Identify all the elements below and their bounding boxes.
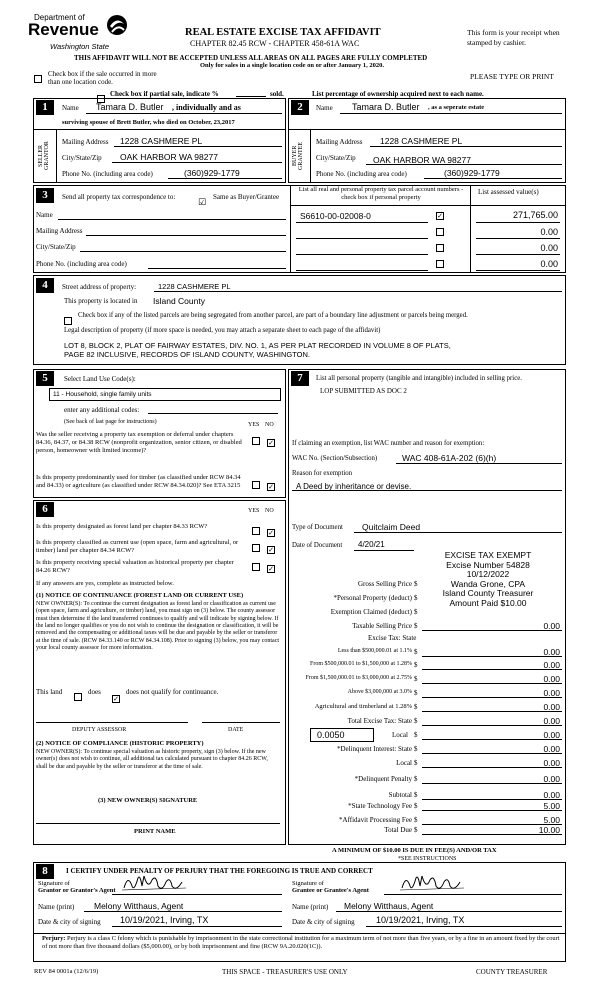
see-instructions-note: *SEE INSTRUCTIONS xyxy=(398,856,457,862)
buyer-city-value[interactable]: OAK HARBOR WA 98277 xyxy=(373,155,471,165)
s5-q1-no[interactable]: ✓ xyxy=(268,439,274,447)
s5-q2-no[interactable]: ✓ xyxy=(268,483,274,491)
s5-q2-yes[interactable] xyxy=(252,481,260,489)
local-rate-value: 0.0050 xyxy=(317,730,345,740)
this-land-label: This land xyxy=(36,688,63,696)
subtotal-label: Subtotal xyxy=(388,791,412,799)
s6-q3-no[interactable]: ✓ xyxy=(268,565,274,573)
section-4-number: 4 xyxy=(36,278,54,293)
dor-logo xyxy=(28,12,138,54)
total-due-value[interactable]: 10.00 xyxy=(538,825,560,835)
s5-question-exemption: Was the seller receiving a property tax exemption or deferral under chapters 84.36, 84.37, or 84.38 RCW (nonprofit organization, senior citizen, or disabled person, homeowner with limited income)? xyxy=(36,431,242,454)
s3-mailing-label: Mailing Address xyxy=(36,227,83,235)
s3-phone-label: Phone No. (including area code) xyxy=(36,260,127,268)
bracket-value[interactable]: 0.00 xyxy=(543,674,560,684)
form-title: REAL ESTATE EXCISE TAX AFFIDAVIT xyxy=(185,27,381,38)
located-in-value[interactable]: Island County xyxy=(153,296,205,306)
bracket-label: From $1,500,000.01 to $3,000,000 at 2.75% xyxy=(305,675,412,681)
delinquent-interest-state-label: *Delinquent Interest: State xyxy=(336,745,412,753)
form-subtitle: CHAPTER 82.45 RCW - CHAPTER 458-61A WAC xyxy=(190,39,360,48)
multi-location-label: Check box if the sale occurred in more than one location code. xyxy=(48,70,157,87)
tech-fee-label: *State Technology Fee xyxy=(348,802,412,810)
seller-grantor-label: SELLER GRANTOR xyxy=(38,141,50,171)
segregated-label: Check box if any of the listed parcels are being segregated from another parcel, are part of a boundary line adjustment or parcels being merged. xyxy=(78,312,468,319)
s5-q1-yes[interactable] xyxy=(252,437,260,445)
land-does-checkbox[interactable] xyxy=(74,693,82,701)
section-3-number: 3 xyxy=(36,188,54,203)
total-excise-value[interactable]: 0.00 xyxy=(543,716,560,726)
seller-mailing-value[interactable]: 1228 CASHMERE PL xyxy=(120,136,203,146)
logo-swirl-icon xyxy=(106,12,128,42)
grantee-sig-label2: Grantee or Grantee's Agent xyxy=(292,887,369,894)
additional-codes-label: enter any additional codes: xyxy=(64,406,140,414)
buyer-mailing-value[interactable]: 1228 CASHMERE PL xyxy=(380,136,463,146)
bracket-label: Above $3,000,000 at 3.0% xyxy=(347,689,412,695)
logo-line1: Department of xyxy=(34,13,85,22)
street-address-label: Street address of property: xyxy=(62,283,137,291)
reason-label: Reason for exemption xyxy=(292,470,353,477)
bracket-value[interactable]: 0.00 xyxy=(543,660,560,670)
bracket-label: Less than $500,000.01 at 1.1% xyxy=(337,648,412,654)
section-5-number: 5 xyxy=(36,371,54,386)
receipt-note: This form is your receipt when stamped by cashier. xyxy=(467,28,560,47)
grantee-name-value[interactable]: Melony Witthaus, Agent xyxy=(344,901,434,911)
doc-type-label: Type of Document xyxy=(292,524,343,531)
tax-taxable-label: Taxable Selling Price xyxy=(352,622,412,630)
s6-question-historic: Is this property receiving special valuation as historical property per chapter 84.26 RCW? xyxy=(36,559,234,574)
grantor-sig-label2: Grantor or Grantor's Agent xyxy=(38,887,116,894)
processing-fee-label: *Affidavit Processing Fee xyxy=(339,816,412,824)
partial-sale-label: Check box if partial sale, indicate % xyxy=(110,90,219,98)
partial-sale-sold: sold. xyxy=(270,90,284,98)
deputy-assessor-label: DEPUTY ASSESSOR xyxy=(72,727,127,733)
parcel-personal-checkbox[interactable] xyxy=(436,260,444,268)
same-as-buyer-label: Same as Buyer/Grantee xyxy=(213,193,280,201)
wac-label: WAC No. (Section/Subsection) xyxy=(292,455,378,462)
bracket-label: From $500,000.01 to $1,500,000 at 1.28% xyxy=(310,661,412,667)
grantor-name-label: Name (print) xyxy=(38,903,75,911)
seller-name-value[interactable]: Tamara D. Butler xyxy=(96,102,164,112)
does-label: does xyxy=(88,688,101,696)
s3-name-label: Name xyxy=(36,211,53,219)
bracket-label: Agricultural and timberland at 1.28% xyxy=(314,703,412,710)
form-number: REV 84 0001a (12/6/19) xyxy=(34,968,99,975)
s6-no-header: NO xyxy=(265,508,274,514)
buyer-city-label: City/State/Zip xyxy=(316,154,356,162)
tax-personal-label: *Personal Property (deduct) xyxy=(333,594,412,602)
parcel-assessed-value[interactable]: 0.00 xyxy=(540,243,558,253)
doc-date-label: Date of Document xyxy=(292,542,343,549)
certify-statement: I CERTIFY UNDER PENALTY OF PERJURY THAT THE FOREGOING IS TRUE AND CORRECT xyxy=(66,867,373,875)
parcel-personal-checkbox[interactable]: ✓ xyxy=(437,212,443,220)
land-use-label: Select Land Use Code(s): xyxy=(64,375,136,383)
local-rate-box[interactable] xyxy=(310,728,374,742)
s6-yes-header: YES xyxy=(248,508,260,514)
seller-name-line2: surviving spouse of Brett Butler, who died on October, 23,2017 xyxy=(62,119,235,126)
seller-name-suffix: , individually and as xyxy=(172,103,241,112)
parcel-row xyxy=(296,241,562,255)
perjury-label: Perjury: xyxy=(42,935,66,942)
warning-line: THIS AFFIDAVIT WILL NOT BE ACCEPTED UNLESS ALL AREAS ON ALL PAGES ARE FULLY COMPLETED xyxy=(74,54,428,62)
grantor-sig-label1: Signature of xyxy=(38,880,70,887)
deputy-assessor-line[interactable] xyxy=(36,722,188,723)
perjury-text: Perjury is a class C felony which is punishable by imprisonment in the state correctional institution for a maximum term of not more than five years, or by a fine in an amount fixed by the court of not more than five thousand dollars ($5,000.00), or by both imprisonment and fine (RCW 9A.20.020(1C)). xyxy=(42,935,560,951)
additional-codes-field[interactable] xyxy=(148,413,278,414)
grantor-signature[interactable] xyxy=(122,872,192,894)
section-8-number: 8 xyxy=(36,864,54,879)
ownership-pct-label: List percentage of ownership acquired next to each name. xyxy=(312,90,484,98)
s6-q1-no[interactable]: ✓ xyxy=(268,529,274,537)
parcel-header: List all real and personal property tax parcel account numbers - check box if personal property xyxy=(298,186,464,201)
seller-phone-value[interactable]: (360)929-1779 xyxy=(184,168,240,178)
seller-mailing-label: Mailing Address xyxy=(62,138,109,146)
parcel-row xyxy=(296,257,562,271)
doc-type-value[interactable]: Quitclaim Deed xyxy=(362,522,421,532)
does-not-label: does not qualify for continuance. xyxy=(126,688,219,696)
local-label: Local xyxy=(392,731,408,739)
tax-exemption-label: Exemption Claimed (deduct) xyxy=(330,608,412,616)
total-due-label: Total Due xyxy=(384,826,412,834)
s6-question-forest: Is this property designated as forest land per chapter 84.33 RCW? xyxy=(36,523,208,530)
parcel-personal-checkbox[interactable] xyxy=(436,244,444,252)
s6-q3-yes[interactable] xyxy=(252,563,260,571)
logo-line3: Washington State xyxy=(50,42,110,51)
s6-q2-no[interactable]: ✓ xyxy=(268,546,274,554)
stamp-line5: Island County Treasurer xyxy=(442,588,534,599)
stamp-line1: EXCISE TAX EXEMPT xyxy=(444,550,532,560)
parcel-assessed-value[interactable]: 0.00 xyxy=(540,227,558,237)
exemption-label: If claiming an exemption, list WAC number and reason for exemption: xyxy=(292,440,485,447)
bracket-value[interactable]: 0.00 xyxy=(543,702,560,712)
land-use-select[interactable] xyxy=(49,388,281,401)
delinquent-penalty-label: *Delinquent Penalty xyxy=(354,775,412,783)
notice2-title: (2) NOTICE OF COMPLIANCE (HISTORIC PROPERTY) xyxy=(36,740,204,747)
segregated-checkbox[interactable] xyxy=(64,317,72,325)
stamp-line2: Excise Number 54828 xyxy=(446,559,530,570)
parcel-row xyxy=(296,225,562,239)
tax-gross-label: Gross Selling Price xyxy=(357,580,412,588)
s6-question-current-use: Is this property classified as current use (open space, farm and agricultural, or timber) land per chapter 84.34 RCW? xyxy=(36,539,239,554)
processing-fee-value[interactable]: 5.00 xyxy=(543,815,560,825)
stamp-line3: 10/12/2022 xyxy=(466,569,510,580)
delinquent-penalty-value[interactable]: 0.00 xyxy=(543,774,560,784)
stamp-line4: Wanda Grone, CPA xyxy=(450,578,526,589)
buyer-phone-label: Phone No. (including area code) xyxy=(316,170,407,178)
assessed-header: List assessed value(s) xyxy=(478,188,539,196)
wac-value[interactable]: WAC 408-61A-202 (6)(h) xyxy=(402,453,497,463)
parcel-row xyxy=(296,209,562,223)
delinquent-interest-local-label: Local xyxy=(396,759,412,767)
parcel-assessed-value[interactable]: 0.00 xyxy=(540,259,558,269)
buyer-phone-value[interactable]: (360)929-1779 xyxy=(444,168,500,178)
grantee-date-label: Date & city of signing xyxy=(292,918,355,926)
legal-desc-label: Legal description of property (if more space is needed, you may attach a separate sheet to each page of the affidavit) xyxy=(64,327,381,334)
notice1-title: (1) NOTICE OF CONTINUANCE (FOREST LAND OR CURRENT USE) xyxy=(36,592,244,599)
multi-location-row xyxy=(34,70,42,88)
assessor-date-label: DATE xyxy=(228,727,244,733)
send-correspondence-label: Send all property tax correspondence to: xyxy=(62,193,176,201)
delinquent-interest-state-value[interactable]: 0.00 xyxy=(543,744,560,754)
seller-city-value[interactable]: OAK HARBOR WA 98277 xyxy=(120,152,218,162)
buyer-name-label: Name xyxy=(316,104,333,112)
tech-fee-value[interactable]: 5.00 xyxy=(543,801,560,811)
buyer-name-value[interactable]: Tamara D. Butler xyxy=(352,102,420,112)
tax-taxable-value[interactable]: 0.00 xyxy=(543,621,560,631)
grantee-name-label: Name (print) xyxy=(292,903,329,911)
minimum-due-note: A MINIMUM OF $10.00 IS DUE IN FEE(S) AND/OR TAX xyxy=(332,847,497,854)
personal-property-value[interactable]: LOP SUBMITTED AS DOC 2 xyxy=(320,387,407,395)
same-as-buyer-checkbox[interactable]: ☑ xyxy=(198,198,207,208)
legal-desc-value[interactable]: LOT 8, BLOCK 2, PLAT OF FAIRWAY ESTATES, DIV. NO. 1, AS PER PLAT RECORDED IN VOLUME 8 OF PLATS, PAGE 82 INCLUSIVE, RECORDS OF ISLAND COUNTY, WASHINGTON. xyxy=(64,341,451,360)
logo-line2: Revenue xyxy=(28,20,99,39)
stamp-line6: Amount Paid $10.00 xyxy=(449,597,527,608)
reason-value[interactable]: A Deed by inheritance or devise. xyxy=(296,482,412,491)
total-excise-label: Total Excise Tax: State xyxy=(347,717,412,725)
multi-location-checkbox[interactable] xyxy=(34,75,42,83)
notice2-body: NEW OWNER(S): To continue special valuation as historic property, sign (3) below. If the new owner(s) does not wish to continue, all additional tax calculated pursuant to chapter 84.26 RCW, shall be due and payable by the seller or transferor at the time of sale. xyxy=(36,749,268,770)
s6-q2-yes[interactable] xyxy=(252,544,260,552)
bracket-value[interactable]: 0.00 xyxy=(543,647,560,657)
section-1-number: 1 xyxy=(36,100,54,115)
doc-date-value[interactable]: 4/20/21 xyxy=(358,540,385,549)
section-2-number: 2 xyxy=(291,100,309,115)
new-owner-signature-line[interactable] xyxy=(36,823,280,824)
delinquent-interest-local-value[interactable]: 0.00 xyxy=(543,758,560,768)
assessor-date-line[interactable] xyxy=(202,722,280,723)
bracket-value[interactable]: 0.00 xyxy=(543,688,560,698)
grantee-sig-label1: Signature of xyxy=(292,880,324,887)
section-6-number: 6 xyxy=(36,502,54,517)
print-name-label: PRINT NAME xyxy=(134,828,176,835)
please-type: PLEASE TYPE OR PRINT xyxy=(470,72,554,81)
s5-yes-header: YES xyxy=(248,422,260,428)
parcel-personal-checkbox[interactable] xyxy=(436,228,444,236)
only-for-line: Only for sales in a single location code on or after January 1, 2020. xyxy=(200,62,384,69)
grantee-date-value[interactable]: 10/19/2021, Irving, TX xyxy=(376,915,465,925)
parcel-assessed-value[interactable]: 271,765.00 xyxy=(512,210,558,220)
parcel-number[interactable]: S6610-00-02008-0 xyxy=(300,211,371,221)
partial-sale-percent[interactable] xyxy=(236,96,266,97)
subtotal-value[interactable]: 0.00 xyxy=(543,790,560,800)
see-back-label: (See back of last page for instructions) xyxy=(64,419,157,425)
buyer-mailing-label: Mailing Address xyxy=(316,138,363,146)
personal-property-label: List all personal property (tangible and intangible) included in selling price. xyxy=(316,375,522,382)
land-does-not-checkbox[interactable]: ✓ xyxy=(113,695,119,703)
grantor-date-value[interactable]: 10/19/2021, Irving, TX xyxy=(120,915,209,925)
located-in-label: This property is located in xyxy=(64,297,138,305)
excise-exempt-stamp xyxy=(418,551,558,609)
s3-city-label: City/State/Zip xyxy=(36,243,76,251)
buyer-grantee-label: BUYER GRANTEE xyxy=(292,142,304,170)
seller-phone-label: Phone No. (including area code) xyxy=(62,170,153,178)
grantor-name-value[interactable]: Melony Witthaus, Agent xyxy=(94,901,184,911)
if-yes-label: If any answers are yes, complete as instructed below. xyxy=(36,580,174,587)
s5-no-header: NO xyxy=(265,422,274,428)
seller-name-label: Name xyxy=(62,104,79,112)
s5-question-timber: Is this property predominantly used for timber (as classified under RCW 84.34 and 84.33) or agriculture (as classified under RCW 84.34.020)? See ETA 3215 xyxy=(36,474,241,489)
grantee-signature[interactable] xyxy=(400,872,470,894)
s6-q1-yes[interactable] xyxy=(252,527,260,535)
county-treasurer: COUNTY TREASURER xyxy=(476,968,548,976)
new-owner-signature-label: (3) NEW OWNER(S) SIGNATURE xyxy=(98,797,198,804)
local-value[interactable]: 0.00 xyxy=(543,730,560,740)
treasurer-space: THIS SPACE - TREASURER'S USE ONLY xyxy=(222,968,348,976)
buyer-name-suffix: , as a seperate estate xyxy=(428,104,485,111)
street-address-value[interactable]: 1228 CASHMERE PL xyxy=(158,282,231,291)
seller-city-label: City/State/Zip xyxy=(62,154,102,162)
grantor-date-label: Date & city of signing xyxy=(38,918,101,926)
section-7-number: 7 xyxy=(291,371,309,386)
excise-state-label: Excise Tax: State xyxy=(368,634,417,642)
perjury-statement xyxy=(42,935,560,952)
notice1-body: NEW OWNER(S): To continue the current designation as forest land or classification as current use (open space, farm and agriculture, or timber) land, you must sign on (3) below. The county assessor must then determine if the land transferred continues to qualify and will indicate by signing below. If the land no longer qualifies or you do not wish to continue the designation or classification, it will be removed and the compensating or additional taxes will be due and payable by the seller or transferor at the time of sale. (RCW 84.33.140 or RCW 84.34.108). Prior to signing (3) below, you may contact your local county assessor for more information. xyxy=(36,601,280,651)
land-use-value: 11 - Household, single family units xyxy=(53,391,152,398)
